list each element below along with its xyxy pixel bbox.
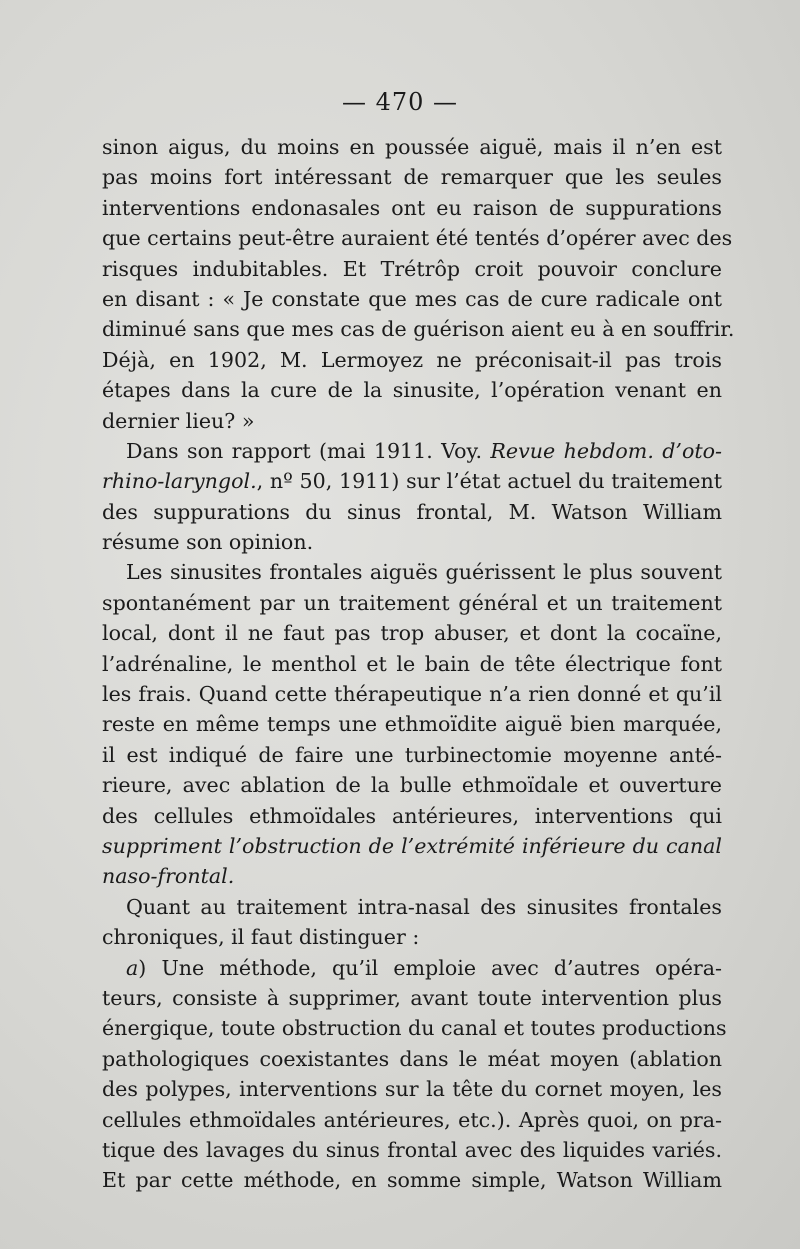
text-segment: Les sinusites frontales aiguës guérissent le plus souvent — [126, 560, 722, 585]
text-line — [102, 649, 722, 679]
text-line — [102, 497, 722, 527]
text-line — [102, 557, 722, 587]
italic-text: rhino-laryngol. — [102, 469, 257, 494]
italic-text: a — [126, 955, 139, 980]
text-segment: spontanément par un traitement général et un traitement — [102, 590, 722, 615]
text-segment: , nº 50, 1911) sur l’état actuel du traitement — [256, 469, 722, 494]
text-segment: dernier lieu? » — [102, 408, 255, 433]
text-segment: diminué sans que mes cas de guérison aient eu à en souffrir. — [102, 317, 735, 342]
text-segment: sinon aigus, du moins en poussée aiguë, mais il n’en est — [102, 135, 722, 159]
text-line — [102, 1165, 722, 1195]
text-segment: résume son opinion. — [102, 530, 314, 555]
text-segment: des suppurations du sinus frontal, M. Watson William — [102, 499, 722, 524]
text-segment: étapes dans la cure de la sinusite, l’opération venant en — [102, 378, 722, 403]
text-segment: Et par cette méthode, en somme simple, Watson William — [102, 1168, 722, 1193]
text-line — [102, 162, 722, 192]
body-text — [102, 132, 735, 1196]
text-segment: teurs, consiste à supprimer, avant toute intervention plus — [102, 985, 722, 1010]
italic-text: Revue hebdom. d’oto- — [490, 438, 723, 463]
text-segment: cellules ethmoïdales antérieures, etc.). Après quoi, on pra- — [102, 1107, 722, 1132]
text-line — [102, 132, 722, 162]
text-line — [102, 466, 722, 496]
text-segment: rieure, avec ablation de la bulle ethmoïdale et ouverture — [102, 773, 722, 798]
text-segment: que certains peut-être auraient été tentés d’opérer avec des — [102, 226, 733, 251]
text-segment: pas moins fort intéressant de remarquer que les seules — [102, 165, 722, 190]
text-segment: tique des lavages du sinus frontal avec des liquides variés. — [102, 1137, 722, 1162]
text-segment: des polypes, interventions sur la tête du cornet moyen, les — [102, 1077, 722, 1102]
text-line — [102, 770, 722, 800]
text-line — [102, 436, 722, 466]
text-segment: ) Une méthode, qu’il emploie avec d’autres opéra- — [138, 955, 722, 980]
text-segment: interventions endonasales ont eu raison de suppurations — [102, 195, 722, 220]
text-line — [102, 223, 733, 253]
text-line — [102, 254, 722, 284]
text-segment: des cellules ethmoïdales antérieures, interventions qui — [102, 803, 722, 828]
text-line — [102, 922, 722, 952]
text-line — [102, 527, 722, 557]
text-line — [102, 953, 722, 983]
text-segment: risques indubitables. Et Trétrôp croit pouvoir conclure — [102, 256, 722, 281]
text-line — [102, 1044, 722, 1074]
text-segment: énergique, toute obstruction du canal et toutes productions — [102, 1016, 727, 1041]
text-line — [102, 983, 722, 1013]
text-segment: il est indiqué de faire une turbinectomie moyenne anté- — [102, 742, 722, 767]
text-segment: reste en même temps une ethmoïdite aiguë bien marquée, — [102, 712, 722, 737]
text-line — [102, 740, 722, 770]
text-segment: pathologiques coexistantes dans le méat moyen (ablation — [102, 1046, 722, 1071]
text-line — [102, 345, 722, 375]
text-line — [102, 892, 722, 922]
italic-text: suppriment l’obstruction de l’extrémité inférieure du canal — [102, 833, 722, 858]
text-segment: Déjà, en 1902, M. Lermoyez ne préconisait-il pas trois — [102, 347, 722, 372]
text-line — [102, 375, 722, 405]
text-segment: chroniques, il faut distinguer : — [102, 925, 420, 950]
text-segment: Dans son rapport (mai 1911. Voy. — [126, 438, 491, 463]
text-segment: l’adrénaline, le menthol et le bain de tête électrique font — [102, 651, 722, 676]
text-line — [102, 679, 722, 709]
text-segment: les frais. Quand cette thérapeutique n’a rien donné et qu’il — [102, 682, 722, 707]
text-line — [102, 801, 722, 831]
text-segment: en disant : « Je constate que mes cas de cure radicale ont — [102, 286, 722, 311]
text-segment: Quant au traitement intra-nasal des sinusites frontales — [126, 894, 722, 919]
text-line — [102, 1135, 722, 1165]
italic-text: naso-frontal. — [102, 864, 235, 889]
text-line — [102, 1105, 722, 1135]
text-line — [102, 1013, 727, 1043]
page-number: — 470 — — [341, 88, 459, 116]
text-line — [102, 709, 722, 739]
text-line — [102, 406, 722, 436]
text-segment: local, dont il ne faut pas trop abuser, et dont la cocaïne, — [102, 621, 722, 646]
text-line — [102, 588, 722, 618]
text-line — [102, 1074, 722, 1104]
text-line — [102, 618, 722, 648]
text-line — [102, 861, 722, 891]
text-line — [102, 284, 722, 314]
text-line — [102, 314, 735, 344]
text-line — [102, 831, 722, 861]
text-line — [102, 193, 722, 223]
